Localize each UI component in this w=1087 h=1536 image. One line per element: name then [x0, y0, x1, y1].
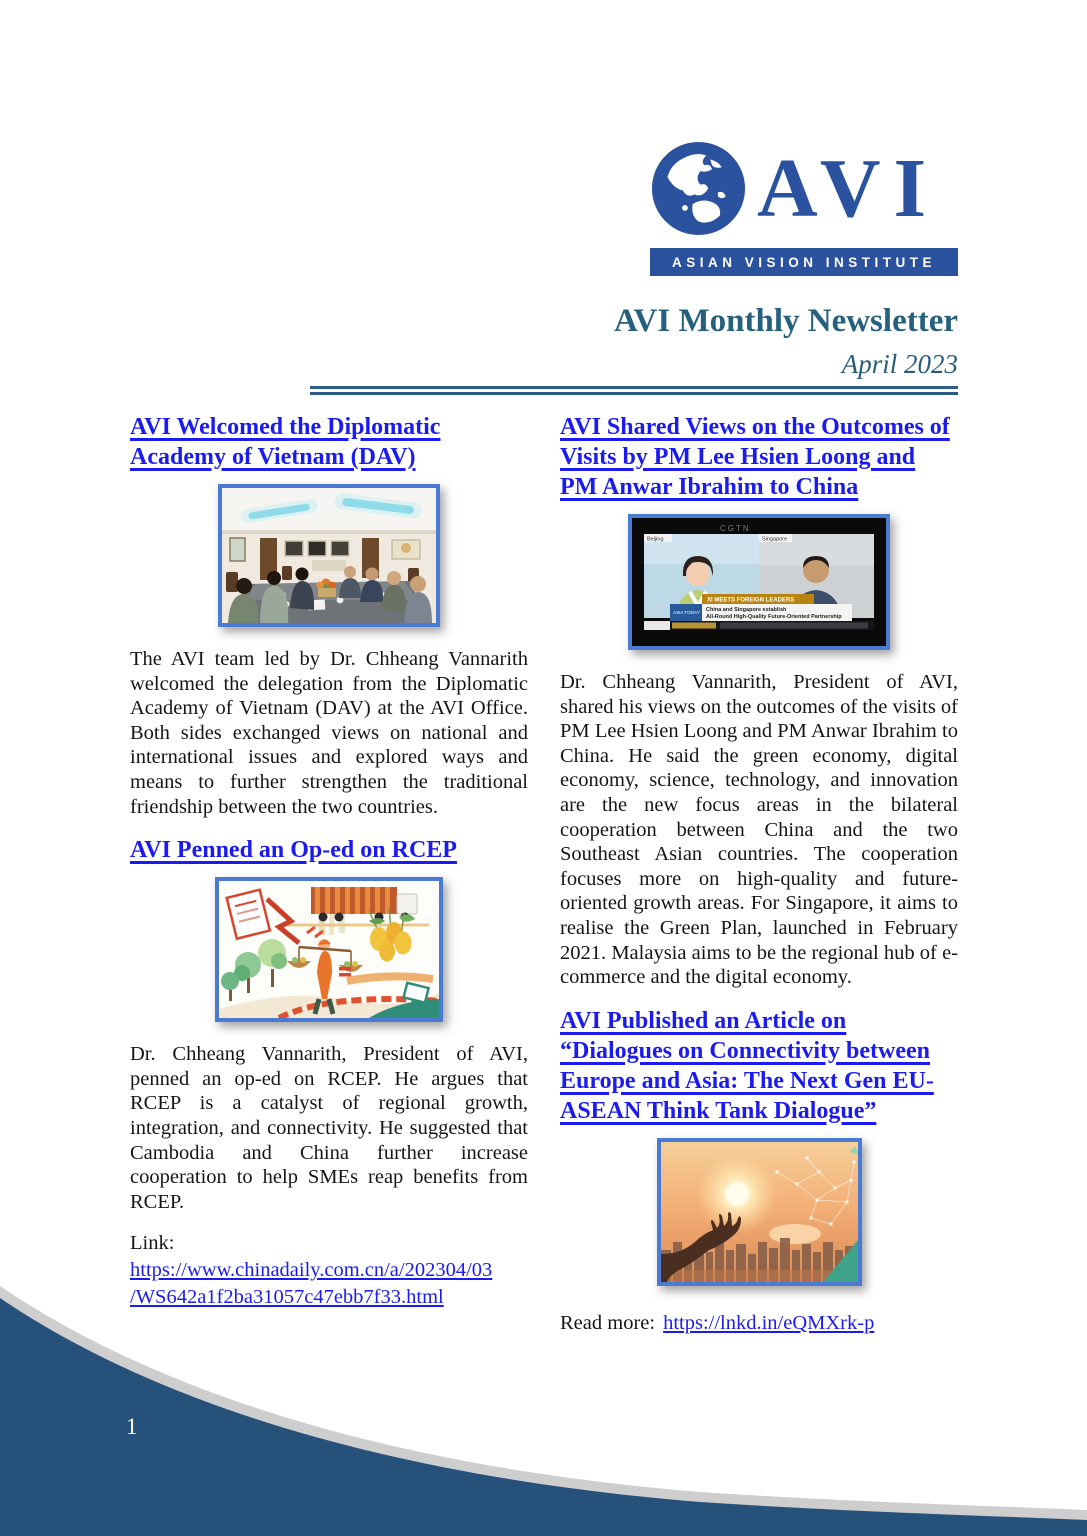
tv-caption-2: All-Round High-Quality Future-Oriented Partnership: [706, 614, 842, 620]
chinadaily-link-line1[interactable]: https://www.chinadaily.com.cn/a/202304/03: [130, 1259, 493, 1282]
article-rcep-body: Dr. Chheang Vannarith, President of AVI, penned an op-ed on RCEP. He argues that RCEP is a catalyst of regional growth, integration, and connectivity. He suggested that Cambodia and China further increase cooperation to help SMEs reap benefits from RCEP.: [130, 1043, 528, 1213]
singapore-label: Singapore: [762, 536, 788, 543]
connectivity-photo: [657, 1138, 862, 1286]
article-pm-visits-body: Dr. Chheang Vannarith, President of AVI, shared his views on the outcomes of the visits of PM Lee Hsien Loong and PM Anwar Ibrahim to China. He said the green economy, digital economy, science, technology, and innovation are the new focus areas in the bilateral cooperation between China and the two Southeast Asian countries. The cooperation focuses more on high-quality and future-oriented growth areas. For Singapore, it aims to realise the Green Plan, launched in February 2021. Malaysia aims to be the regional hub of e-commerce and the digital economy.: [560, 671, 958, 989]
article-dav-body: The AVI team led by Dr. Chheang Vannarith welcomed the delegation from the Diplomatic Academy of Vietnam (DAV) at the AVI Office. Both sides exchanged views on national and international issues and explored ways and means to further strengthen the traditional friendship between the two countries.: [130, 648, 528, 818]
article-eu-asean-heading[interactable]: AVI Published an Article on “Dialogues on Connectivity between Europe and Asia: The Next Gen EU-ASEAN Think Tank Dialogue”: [560, 1007, 934, 1124]
article-dav-heading[interactable]: AVI Welcomed the Diplomatic Academy of Vietnam (DAV): [130, 414, 441, 470]
article-rcep-heading[interactable]: AVI Penned an Op-ed on RCEP: [130, 837, 457, 864]
tv-banner: XI MEETS FOREIGN LEADERS: [707, 597, 795, 604]
linkedin-link[interactable]: https://lnkd.in/eQMXrk-p: [663, 1311, 875, 1334]
beijing-label: Beijing: [647, 536, 664, 543]
left-column: [130, 412, 528, 1355]
chinadaily-link-line2[interactable]: /WS642a1f2ba31057c47ebb7f33.html: [130, 1286, 444, 1309]
issue-date: April 2023: [841, 349, 958, 379]
newsletter-title: AVI Monthly Newsletter: [613, 303, 958, 339]
right-column: [560, 412, 958, 1355]
cgtn-news-screenshot: [628, 514, 890, 650]
logo-acronym: AVI: [757, 141, 940, 235]
link-label: Link:: [130, 1232, 175, 1255]
header-divider: [310, 386, 958, 395]
cgtn-watermark: CGTN: [720, 524, 751, 533]
read-more-line: [560, 1312, 958, 1335]
header: [130, 128, 958, 395]
logo-tagline: ASIAN VISION INSTITUTE: [650, 248, 958, 276]
dav-meeting-photo: [218, 484, 440, 627]
page-number: 1: [126, 1414, 138, 1439]
read-more-label: Read more:: [560, 1311, 656, 1334]
globe-icon: [650, 140, 747, 237]
tv-caption-1: China and Singapore establish: [706, 607, 787, 613]
avi-logo: [650, 128, 958, 276]
rcep-illustration: [215, 877, 443, 1022]
tv-channel-logo: ASIA TODAY: [673, 610, 700, 615]
article-pm-visits-heading[interactable]: AVI Shared Views on the Outcomes of Visits by PM Lee Hsien Loong and PM Anwar Ibrahim to China: [560, 414, 950, 500]
